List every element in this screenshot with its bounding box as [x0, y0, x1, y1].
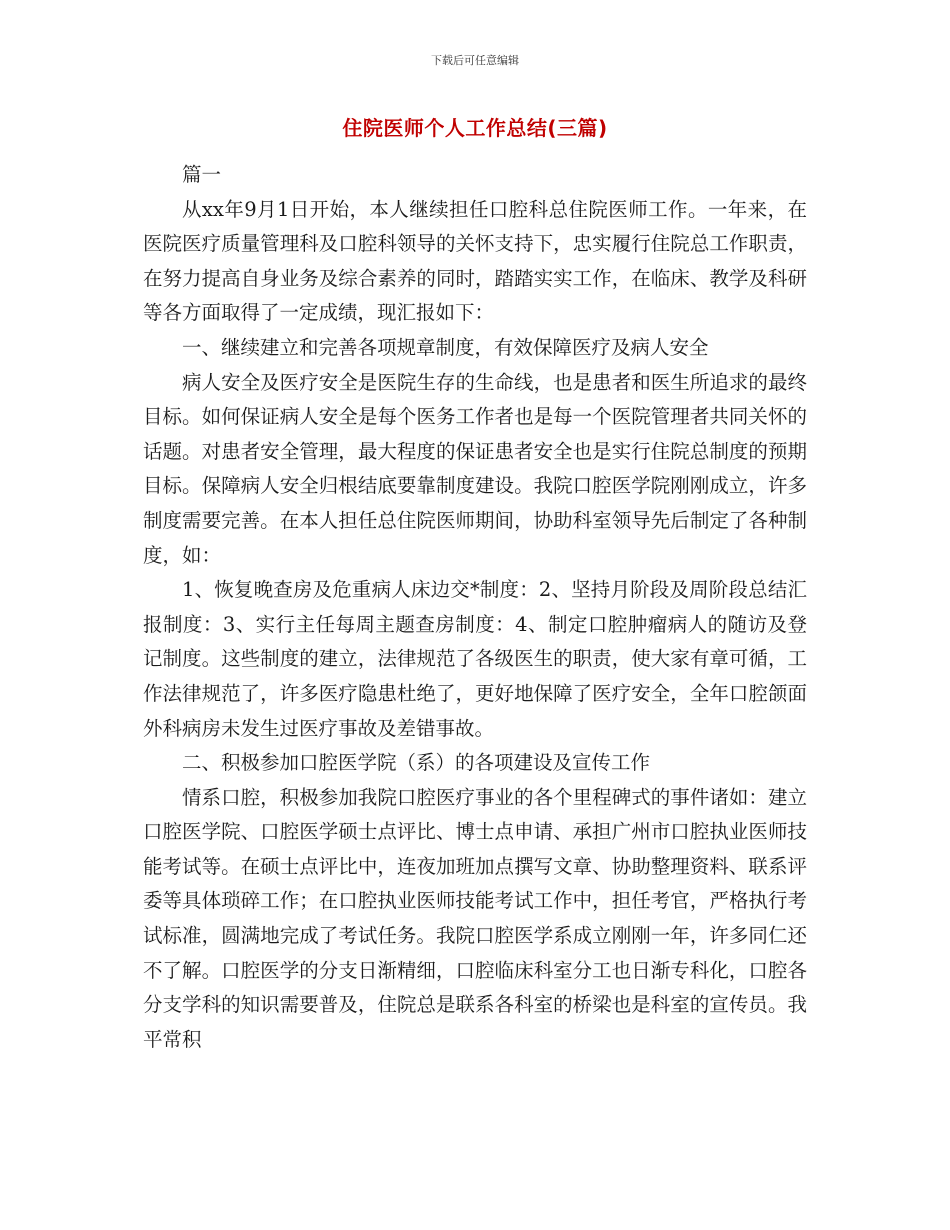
- section-heading: 一、继续建立和完善各项规章制度，有效保障医疗及病人安全: [182, 335, 709, 359]
- section-label: 篇一: [182, 163, 222, 186]
- paragraph: 1、恢复晚查房及危重病人床边交*制度：2、坚持月阶段及周阶段总结汇报制度：3、实行主任每周主题查房制度：4、制定口腔肿瘤病人的随访及登记制度。这些制度的建立，法律规范了各级医生的职责，使大家有章可循，工作法律规范了，许多医疗隐患杜绝了，更好地保障了医疗安全，全年口腔颌面外科病房未发生过医疗事故及差错事故。: [143, 578, 807, 740]
- section-heading: 二、积极参加口腔医学院（系）的各项建设及宣传工作: [182, 751, 651, 775]
- paragraph: 从xx年9月1日开始，本人继续担任口腔科总住院医师工作。一年来，在医院医疗质量管理科及口腔科领导的关怀支持下，忠实履行住院总工作职责，在努力提高自身业务及综合素养的同时，踏踏实实工作，在临床、教学及科研等各方面取得了一定成绩，现汇报如下：: [143, 197, 807, 325]
- document-title: 住院医师个人工作总结(三篇): [342, 116, 608, 140]
- header-note: 下载后可任意编辑: [431, 54, 519, 67]
- document-body: [143, 158, 807, 1057]
- paragraph: 情系口腔，积极参加我院口腔医疗事业的各个里程碑式的事件诸如：建立口腔医学院、口腔医学硕士点评比、博士点申请、承担广州市口腔执业医师技能考试等。在硕士点评比中，连夜加班加点撰写文章、协助整理资料、联系评委等具体琐碎工作；在口腔执业医师技能考试工作中，担任考官，严格执行考试标准，圆满地完成了考试任务。我院口腔医学系成立刚刚一年，许多同仁还不了解。口腔医学的分支日渐精细，口腔临床科室分工也日渐专科化，口腔各分支学科的知识需要普及，住院总是联系各科室的桥梁也是科室的宣传员。我平常积: [143, 785, 807, 1051]
- paragraph: 病人安全及医疗安全是医院生存的生命线，也是患者和医生所追求的最终目标。如何保证病人安全是每个医务工作者也是每一个医院管理者共同关怀的话题。对患者安全管理，最大程度的保证患者安全也是实行住院总制度的预期目标。保障病人安全归根结底要靠制度建设。我院口腔医学院刚刚成立，许多制度需要完善。在本人担任总住院医师期间，协助科室领导先后制定了各种制度，如：: [143, 370, 807, 567]
